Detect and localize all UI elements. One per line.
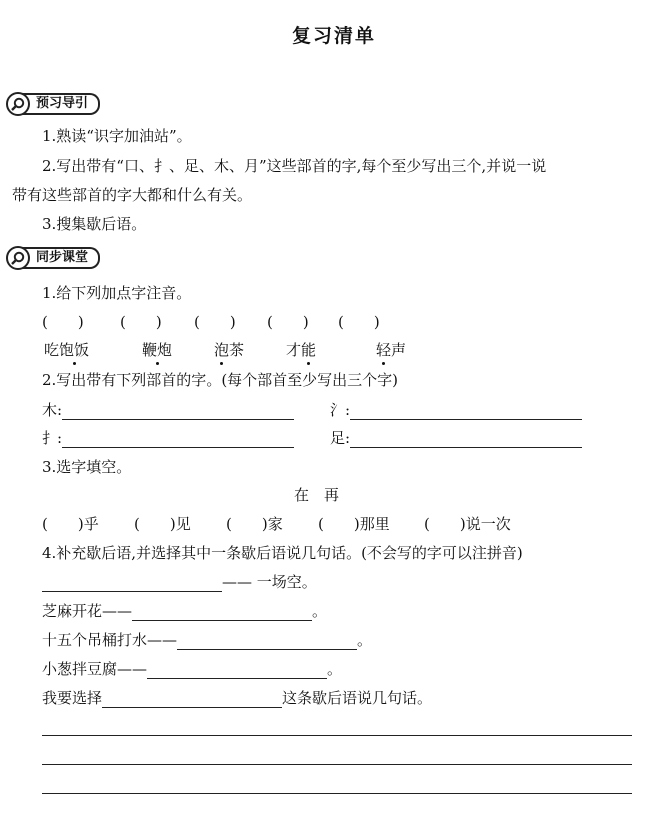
magnifier-icon	[6, 246, 30, 270]
answer-blank[interactable]	[62, 431, 294, 448]
pinyin-blank[interactable]: ( )	[267, 313, 309, 331]
radical-row	[42, 428, 294, 448]
word-item: 鞭炮	[142, 341, 173, 359]
answer-blank[interactable]	[350, 431, 582, 448]
fill-item[interactable]: ( )说一次	[424, 515, 511, 533]
section-header-preview	[6, 92, 100, 116]
idiom-line: 小葱拌豆腐—— 。	[42, 660, 343, 678]
section-label: 同步课堂	[22, 247, 100, 269]
q2-prompt: 2.写出带有下列部首的字。(每个部首至少写出三个字)	[42, 371, 399, 389]
idiom-line: —— 一场空。	[42, 572, 317, 592]
idiom-line: 芝麻开花—— 。	[42, 602, 328, 620]
word-item: 吃饱饭	[44, 341, 90, 359]
pinyin-blank[interactable]: ( )	[194, 313, 236, 331]
writing-line[interactable]	[42, 793, 632, 794]
preview-item: 3.搜集歇后语。	[42, 215, 147, 233]
radical-label: 扌:	[42, 429, 63, 447]
answer-blank[interactable]	[62, 403, 294, 420]
preview-item: 2.写出带有“口、扌、足、木、月”这些部首的字,每个至少写出三个,并说一说	[42, 157, 547, 175]
idiom-line: 十五个吊桶打水—— 。	[42, 631, 373, 649]
q1-prompt: 1.给下列加点字注音。	[42, 284, 192, 302]
section-label: 预习导引	[22, 93, 100, 115]
radical-row	[330, 400, 582, 420]
radical-label: 木:	[42, 401, 63, 419]
answer-blank[interactable]	[102, 691, 282, 708]
answer-blank[interactable]	[42, 575, 222, 592]
word-item: 泡茶	[214, 341, 245, 359]
radical-label: 足:	[330, 429, 351, 447]
choose-line: 我要选择 这条歇后语说几句话。	[42, 689, 433, 707]
fill-item[interactable]: ( )那里	[318, 515, 390, 533]
q3-prompt: 3.选字填空。	[42, 458, 132, 476]
answer-blank[interactable]	[177, 633, 357, 650]
page-title: 复习清单	[291, 25, 376, 47]
word-item: 才能	[286, 341, 317, 359]
word-item: 轻声	[376, 341, 407, 359]
radical-label: 氵:	[330, 401, 351, 419]
preview-item: 1.熟读“识字加油站”。	[42, 127, 192, 145]
preview-item: 带有这些部首的字大都和什么有关。	[12, 186, 253, 204]
pinyin-blank[interactable]: ( )	[42, 313, 84, 331]
q3-choices: 在 再	[294, 486, 340, 504]
fill-item[interactable]: ( )家	[226, 515, 283, 533]
writing-line[interactable]	[42, 735, 632, 736]
section-header-lesson	[6, 246, 100, 270]
pinyin-blank[interactable]: ( )	[338, 313, 380, 331]
radical-row	[42, 400, 294, 420]
answer-blank[interactable]	[132, 604, 312, 621]
answer-blank[interactable]	[350, 403, 582, 420]
answer-blank[interactable]	[147, 662, 327, 679]
fill-item[interactable]: ( )见	[134, 515, 191, 533]
magnifier-icon	[6, 92, 30, 116]
writing-line[interactable]	[42, 764, 632, 765]
pinyin-blank[interactable]: ( )	[120, 313, 162, 331]
fill-item[interactable]: ( )乎	[42, 515, 99, 533]
q4-prompt: 4.补充歇后语,并选择其中一条歇后语说几句话。(不会写的字可以注拼音)	[42, 544, 523, 562]
radical-row	[330, 428, 582, 448]
